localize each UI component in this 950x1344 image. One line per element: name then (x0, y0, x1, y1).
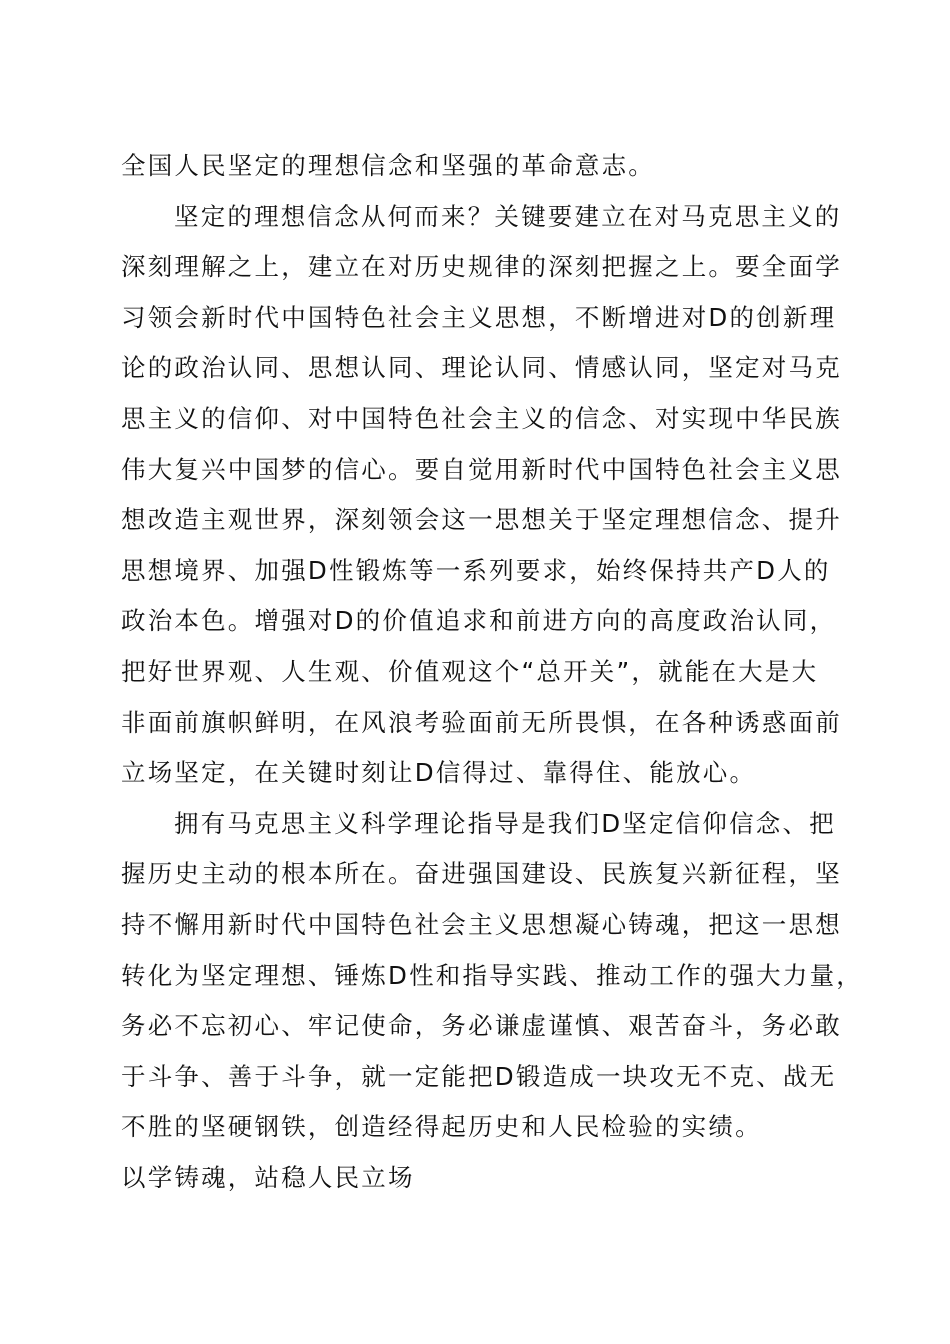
text-line-19: 于斗争、善于斗争，就一定能把D锻造成一块攻无不克、战无 (121, 1061, 837, 1091)
paragraph-start-line: 拥有马克思主义科学理论指导是我们D坚定信仰信念、把 (174, 808, 836, 838)
text-line-16: 持不懈用新时代中国特色社会主义思想凝心铸魂，把这一思想 (121, 909, 842, 939)
text-line-13: 立场坚定，在关键时刻让D信得过、靠得住、能放心。 (121, 758, 757, 788)
text-line-20: 不胜的坚硬钢铁，创造经得起历史和人民检验的实绩。 (121, 1112, 762, 1142)
text-line-12: 非面前旗帜鲜明，在风浪考验面前无所畏惧，在各种诱惑面前 (121, 707, 842, 737)
text-line-3: 深刻理解之上，建立在对历史规律的深刻把握之上。要全面学 (121, 252, 842, 282)
text-line-5: 论的政治认同、思想认同、理论认同、情感认同，坚定对马克 (121, 353, 842, 383)
text-line-15: 握历史主动的根本所在。奋进强国建设、民族复兴新征程，坚 (121, 859, 842, 889)
paragraph-start-line: 坚定的理想信念从何而来？关键要建立在对马克思主义的 (174, 201, 842, 231)
text-line-11: 把好世界观、人生观、价值观这个“总开关”，就能在大是大 (121, 656, 819, 686)
document-body (121, 141, 863, 1203)
text-line-10: 政治本色。增强对D的价值追求和前进方向的高度政治认同， (121, 606, 837, 636)
text-line-6: 思主义的信仰、对中国特色社会主义的信念、对实现中华民族 (121, 403, 842, 433)
text-line-17: 转化为坚定理想、锤炼D性和指导实践、推动工作的强大力量， (121, 960, 863, 990)
text-line-4: 习领会新时代中国特色社会主义思想，不断增进对D的创新理 (121, 302, 837, 332)
text-line-1: 全国人民坚定的理想信念和坚强的革命意志。 (121, 151, 655, 180)
text-line-18: 务必不忘初心、牢记使命，务必谦虚谨慎、艰苦奋斗，务必敢 (121, 1011, 842, 1041)
text-line-9: 思想境界、加强D性锻炼等一系列要求，始终保持共产D人的 (121, 555, 831, 585)
section-heading: 以学铸魂，站稳人民立场 (121, 1162, 415, 1192)
text-line-7: 伟大复兴中国梦的信心。要自觉用新时代中国特色社会主义思 (121, 454, 842, 484)
text-line-8: 想改造主观世界，深刻领会这一思想关于坚定理想信念、提升 (121, 505, 842, 535)
